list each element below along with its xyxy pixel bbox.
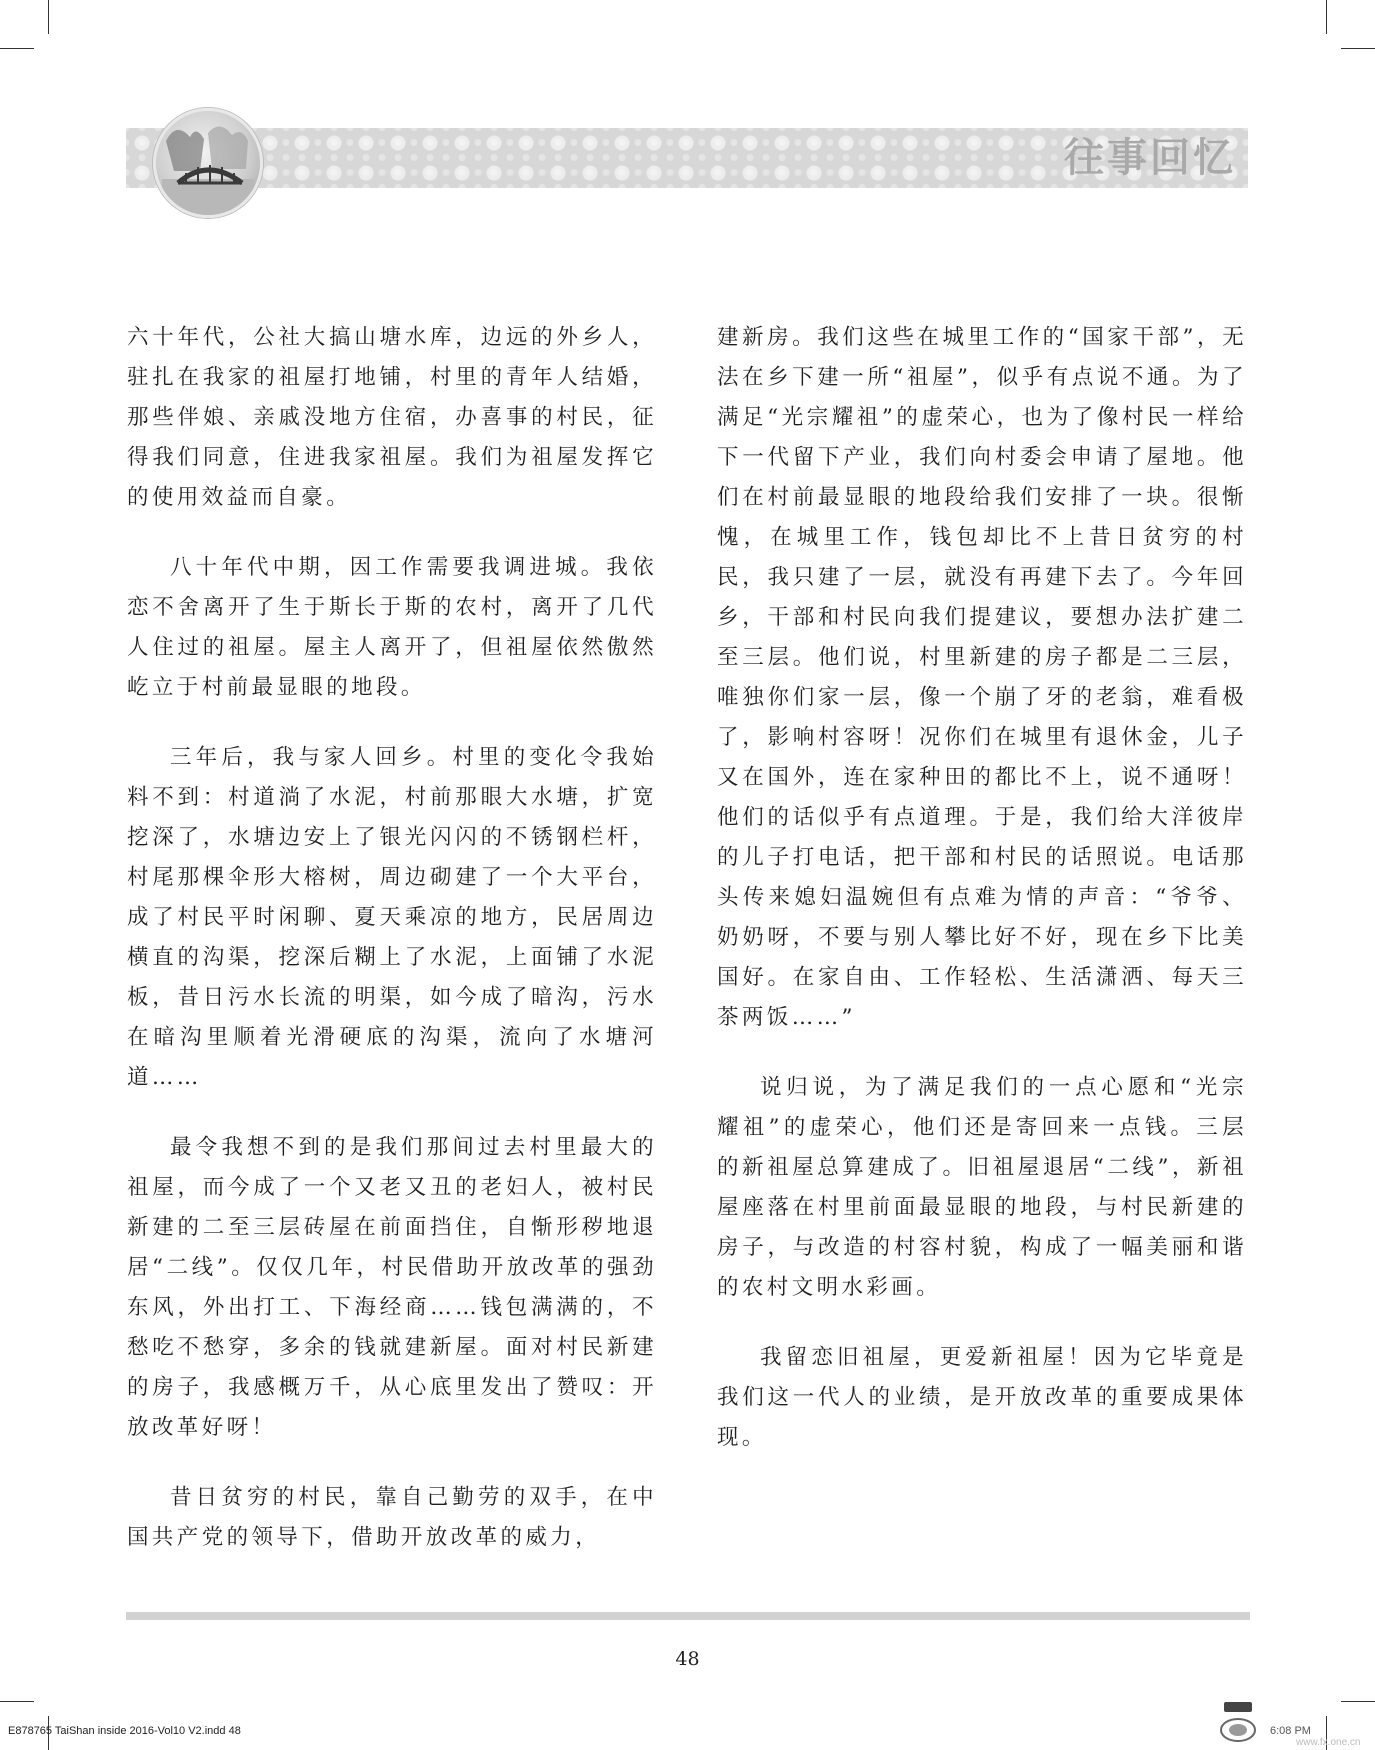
print-time: 6:08 PM bbox=[1270, 1725, 1311, 1737]
site-watermark: www.fx.one.cn bbox=[1296, 1737, 1361, 1748]
page-number: 48 bbox=[675, 1648, 700, 1670]
crop-mark bbox=[1341, 48, 1375, 49]
article-paragraph: 最令我想不到的是我们那间过去村里最大的祖屋，而今成了一个又老又丑的老妇人，被村民新建的二至三层砖屋在前面挡住，自惭形秽地退居“二线”。仅仅几年，村民借助开放改革的强劲东风，外出打工、下海经商……钱包满满的，不愁吃不愁穿，多余的钱就建新屋。面对村民新建的房子，我感概万千，从心底里发出了赞叹：开放改革好呀！ bbox=[127, 1135, 657, 1440]
crop-mark bbox=[1326, 0, 1327, 34]
article-paragraph: 说归说，为了满足我们的一点心愿和“光宗耀祖”的虚荣心，他们还是寄回来一点钱。三层的新祖屋总算建成了。旧祖屋退居“二线”，新祖屋座落在村里前面最显眼的地段，与村民新建的房子，与改造的村容村貌，构成了一幅美丽和谐的农村文明水彩画。 bbox=[717, 1075, 1247, 1300]
crop-mark bbox=[0, 1701, 34, 1702]
article-paragraph: 昔日贫穷的村民，靠自己勤劳的双手，在中国共产党的领导下，借助开放改革的威力， bbox=[127, 1485, 657, 1550]
article-paragraph: 三年后，我与家人回乡。村里的变化令我始料不到：村道淌了水泥，村前那眼大水塘，扩宽挖深了，水塘边安上了银光闪闪的不锈钢栏杆，村尾那棵伞形大榕树，周边砌建了一个大平台，成了村民平时闲聊、夏天乘凉的地方，民居周边横直的沟渠，挖深后糊上了水泥，上面铺了水泥板，昔日污水长流的明渠，如今成了暗沟，污水在暗沟里顺着光滑硬底的沟渠，流向了水塘河道…… bbox=[127, 745, 657, 1090]
watermark-logo-icon bbox=[1218, 1700, 1258, 1744]
article-column-left bbox=[127, 318, 657, 1588]
crop-mark bbox=[48, 0, 49, 34]
article-paragraph: 建新房。我们这些在城里工作的“国家干部”，无法在乡下建一所“祖屋”，似乎有点说不通。为了满足“光宗耀祖”的虚荣心，也为了像村民一样给下一代留下产业，我们向村委会申请了屋地。他们在村前最显眼的地段给我们安排了一块。很惭愧，在城里工作，钱包却比不上昔日贫穷的村民，我只建了一层，就没有再建下去了。今年回乡，干部和村民向我们提建议，要想办法扩建二至三层。他们说，村里新建的房子都是二三层，唯独你们家一层，像一个崩了牙的老翁，难看极了，影响村容呀！况你们在城里有退休金，儿子又在国外，连在家种田的都比不上，说不通呀！他们的话似乎有点道理。于是，我们给大洋彼岸的儿子打电话，把干部和村民的话照说。电话那头传来媳妇温婉但有点难为情的声音：“爷爷、奶奶呀，不要与别人攀比好不好，现在乡下比美国好。在家自由、工作轻松、生活潇洒、每天三茶两饭……” bbox=[717, 325, 1247, 1030]
article-paragraph: 六十年代，公社大搞山塘水库，边远的外乡人，驻扎在我家的祖屋打地铺，村里的青年人结婚，那些伴娘、亲戚没地方住宿，办喜事的村民，征得我们同意，住进我家祖屋。我们为祖屋发挥它的使用效益而自豪。 bbox=[127, 325, 657, 510]
bridge-landscape-icon bbox=[153, 108, 263, 218]
footer-rule bbox=[126, 1612, 1250, 1620]
crop-mark bbox=[0, 48, 34, 49]
article-column-right bbox=[717, 318, 1247, 1488]
article-paragraph: 八十年代中期，因工作需要我调进城。我依恋不舍离开了生于斯长于斯的农村，离开了几代人住过的祖屋。屋主人离开了，但祖屋依然傲然屹立于村前最显眼的地段。 bbox=[127, 555, 657, 700]
section-title: 往事回忆 bbox=[1064, 135, 1236, 181]
crop-mark bbox=[1341, 1701, 1375, 1702]
article-paragraph: 我留恋旧祖屋，更爱新祖屋！因为它毕竟是我们这一代人的业绩，是开放改革的重要成果体现。 bbox=[717, 1345, 1247, 1450]
print-slug: E878765 TaiShan inside 2016-Vol10 V2.indd 48 bbox=[8, 1725, 241, 1737]
